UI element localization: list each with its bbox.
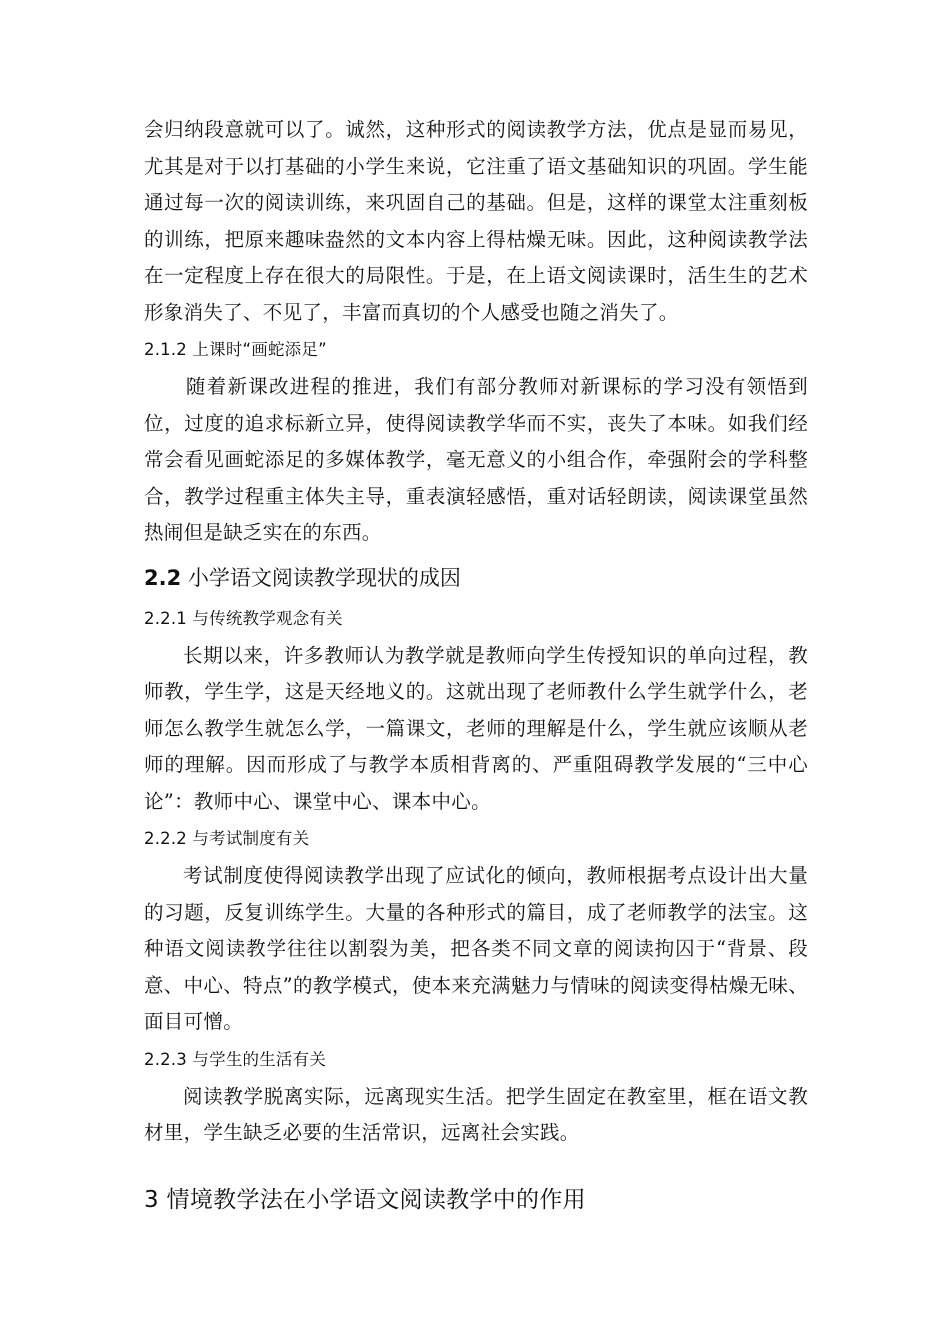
section-heading-2-1-2: 2.1.2 上课时“画蛇添足” — [144, 340, 327, 359]
paragraph-2-2-3: 阅读教学脱离实际，远离现实生活。把学生固定在教室里，框在语文教材里，学生缺乏必要的生活常识，远离社会实践。 — [144, 1084, 808, 1144]
section-heading-2-2-2: 2.2.2 与考试制度有关 — [144, 829, 310, 848]
section-heading-2-2 — [144, 558, 808, 598]
paragraph-continuation: 会归纳段意就可以了。诚然，这种形式的阅读教学方法，优点是显而易见，尤其是对于以打基础的小学生来说，它注重了语文基础知识的巩固。学生能通过每一次的阅读训练，来巩固自己的基础。但是，这样的课堂太注重刻板的训练，把原来趣味盎然的文本内容上得枯燥无味。因此，这种阅读教学法在一定程度上存在很大的局限性。于是，在上语文阅读课时，活生生的艺术形象消失了、不见了，丰富而真切的个人感受也随之消失了。 — [144, 118, 808, 324]
document-page — [144, 112, 808, 1222]
paragraph-2-1-2: 随着新课改进程的推进，我们有部分教师对新课标的学习没有领悟到位，过度的追求标新立异，使得阅读教学华而不实，丧失了本味。如我们经常会看见画蛇添足的多媒体教学，毫无意义的小组合作，牵强附会的学科整合，教学过程重主体失主导，重表演轻感悟，重对话轻朗读，阅读课堂虽然热闹但是缺乏实在的东西。 — [144, 375, 808, 544]
section-heading-2-2-3: 2.2.3 与学生的生活有关 — [144, 1049, 327, 1069]
section-number: 2.2 — [144, 565, 182, 590]
paragraph-2-2-2: 考试制度使得阅读教学出现了应试化的倾向，教师根据考点设计出大量的习题，反复训练学生。大量的各种形式的篇目，成了老师教学的法宝。这种语文阅读教学往往以割裂为美，把各类不同文章的阅读拘囚于“背景、段意、中心、特点”的教学模式，使本来充满魅力与情味的阅读变得枯燥无味、面目可憎。 — [144, 864, 808, 1033]
chapter-heading-3: 3 情境教学法在小学语文阅读教学中的作用 — [144, 1186, 586, 1213]
section-title: 小学语文阅读教学现状的成因 — [181, 565, 461, 590]
paragraph-2-2-1: 长期以来，许多教师认为教学就是教师向学生传授知识的单向过程，教师教，学生学，这是天经地义的。这就出现了老师教什么学生就学什么，老师怎么教学生就怎么学，一篇课文，老师的理解是什么，学生就应该顺从老师的理解。因而形成了与教学本质相背离的、严重阻碍教学发展的“三中心论”：教师中心、课堂中心、课本中心。 — [144, 643, 808, 813]
section-heading-2-2-1: 2.2.1 与传统教学观念有关 — [144, 608, 343, 628]
